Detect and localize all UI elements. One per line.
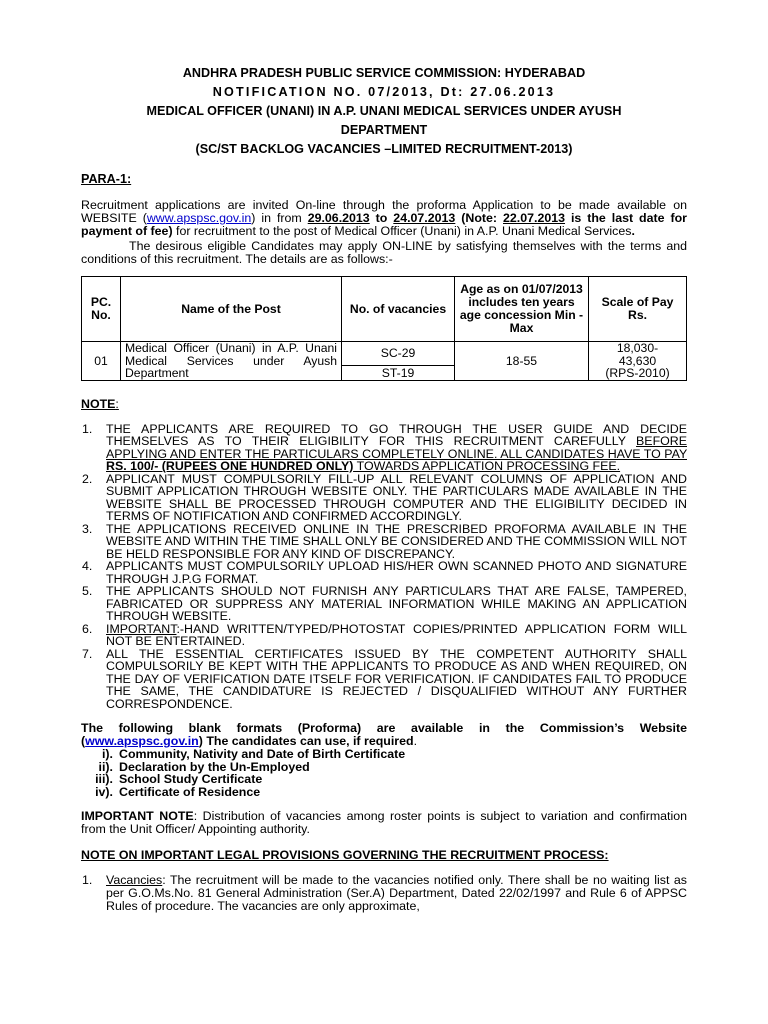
header-vacancies: No. of vacancies (342, 277, 455, 342)
para1-text: . (631, 224, 635, 238)
cell-pc-no: 01 (82, 342, 121, 381)
item-text: TOWARDS APPLICATION PROCESSING FEE. (353, 459, 621, 473)
format-name: Certificate of Residence (119, 784, 261, 799)
item-number: 3. (82, 521, 93, 536)
format-name: Community, Nativity and Date of Birth Certificate (119, 747, 406, 761)
item-number: 7. (82, 646, 93, 661)
item-text: APPLICANTS MUST COMPULSORILY UPLOAD HIS/HER OWN SCANNED PHOTO AND SIGNATURE THROUGH J.P.G FORMAT. (106, 559, 687, 586)
pay-line: 18,030- (616, 341, 659, 355)
item-text: THE APPLICANTS ARE REQUIRED TO GO THROUGH THE USER GUIDE AND DECIDE THEMSELVES AS TO THEIR ELIGIBILITY FOR THIS RECRUITMENT CAREFULLY (106, 421, 687, 448)
website-link[interactable]: www.apspsc.gov.in (85, 734, 199, 748)
important-note-label: IMPORTANT NOTE (81, 809, 194, 823)
roman-number: iv). (95, 784, 113, 799)
vacancies-label: Vacancies (106, 873, 163, 887)
item-number: 2. (82, 471, 93, 486)
formats-text: ) The candidates can use, if required (198, 734, 414, 748)
legal-vacancies-para (81, 874, 687, 913)
fee-last-date: 22.07.2013 (503, 211, 566, 225)
fee-amount: RS. 100/- (RUPEES ONE HUNDRED ONLY) (106, 459, 354, 473)
commission-title: ANDHRA PRADESH PUBLIC SERVICE COMMISSION: HYDERABAD (182, 66, 586, 80)
cell-age: 18-55 (455, 342, 589, 381)
para1-text: (Note: (455, 211, 503, 225)
end-date: 24.07.2013 (393, 211, 456, 225)
cell-pay-scale (589, 342, 687, 381)
item-text: ALL THE ESSENTIAL CERTIFICATES ISSUED BY THE COMPETENT AUTHORITY SHALL COMPULSORILY BE KEPT WITH THE APPLICANTS TO PRODUCE AS AND WHEN REQUIRED, ON THE DAY OF VERIFICATION DATE ITSELF FOR VERIFICATION. IF CANDIDATES FAIL TO PRODUCE THE SAME, THE CANDIDATURE IS REJECTED / DISQUALIFIED WITHOUT ANY FURTHER CORRESPONDENCE. (106, 646, 687, 711)
header-pc-no: PC. No. (82, 277, 121, 342)
important-note-text: : Distribution of vacancies among roster points is subject to variation and confirmation from the Unit Officer/ Appointing authority. (81, 809, 688, 836)
note-heading-text: NOTE (81, 396, 116, 411)
para1-intro (81, 199, 687, 238)
website-link[interactable]: www.apspsc.gov.in (146, 211, 252, 225)
item-number: 6. (82, 621, 93, 636)
table-row (82, 342, 687, 366)
list-item (81, 585, 687, 623)
list-item (81, 473, 687, 523)
roman-number: ii). (98, 759, 113, 774)
item-number: 1. (82, 421, 93, 436)
format-name: Declaration by the Un-Employed (119, 759, 310, 774)
document-body (81, 64, 687, 913)
header-age: Age as on 01/07/2013 includes ten years age concession Min - Max (455, 277, 589, 342)
list-item (81, 523, 687, 561)
para1-text: is the last date for payment of fee) (81, 211, 687, 238)
item-number: 5. (82, 584, 93, 598)
note-heading (81, 397, 687, 411)
para1-text: for recruitment to the post of Medical Officer (Unani) in A.P. Unani Medical Services (172, 224, 632, 238)
recruitment-subtitle: (SC/ST BACKLOG VACANCIES –LIMITED RECRUITMENT-2013) (195, 142, 573, 156)
note-colon: : (115, 396, 119, 411)
vacancy-table (81, 276, 687, 381)
item-number: 1. (82, 873, 93, 887)
item-text: :-HAND WRITTEN/TYPED/PHOTOSTAT COPIES/PRINTED APPLICATION FORM WILL NOT BE ENTERTAINED. (106, 621, 687, 648)
item-number: 4. (82, 559, 93, 573)
roman-number: iii). (95, 772, 113, 786)
formats-text: . (413, 734, 418, 748)
vacancies-text: : The recruitment will be made to the vacancies notified only. There shall be no waiting list as per G.O.Ms.No. 81 General Administration (Ser.A) Department, Dated 22/02/1997 and Rule 6 of APPSC Rules of procedure. The vacancies are only approximate, (106, 873, 687, 913)
list-item (81, 423, 687, 473)
para1-text: Recruitment applications are invited On-line through the proforma Application to be made available on WEBSITE ( (81, 198, 687, 225)
start-date: 29.06.2013 (307, 211, 370, 225)
list-item (81, 786, 687, 799)
item-text: BEFORE APPLYING AND ENTER THE PARTICULARS COMPLETELY ONLINE. ALL CANDIDATES HAVE TO PAY (106, 434, 687, 461)
para1-text: ) in from (251, 211, 308, 225)
cell-post-name: Medical Officer (Unani) in A.P. Unani Medical Services under Ayush Department (121, 342, 342, 381)
formats-list (81, 748, 687, 798)
para1-text: to (369, 211, 394, 225)
format-name: School Study Certificate (119, 772, 263, 786)
list-item (81, 623, 687, 648)
cell-vacancies-sc: SC-29 (342, 342, 455, 366)
item-text: THE APPLICATIONS RECEIVED ONLINE IN THE PRESCRIBED PROFORMA AVAILABLE IN THE WEBSITE AND WITHIN THE TIME SHALL ONLY BE CONSIDERED AND THE COMMISSION WILL NOT BE HELD RESPONSIBLE FOR ANY KIND OF DISCREPANCY. (106, 521, 687, 561)
item-text: APPLICANT MUST COMPULSORILY FILL-UP ALL RELEVANT COLUMNS OF APPLICATION AND SUBMIT APPLICATION THROUGH WEBSITE ONLY. THE PARTICULARS MADE AVAILABLE IN THE WEBSITE SHALL BE PROCESSED THROUGH COMPUTER AND THE ELIGIBILITY DECIDED IN TERMS OF NOTIFICATION AND CONFIRMED ACCORDINGLY. (106, 471, 687, 523)
para1-heading: PARA-1: (81, 172, 132, 186)
item-text: THE APPLICANTS SHOULD NOT FURNISH ANY PARTICULARS THAT ARE FALSE, TAMPERED, FABRICATED OR SUPPRESS ANY MATERIAL INFORMATION WHILE MAKING AN APPLICATION THROUGH WEBSITE. (106, 584, 687, 623)
cell-vacancies-st: ST-19 (342, 366, 455, 380)
roman-number: i). (101, 747, 113, 761)
header-post-name: Name of the Post (121, 277, 342, 342)
post-title-department: DEPARTMENT (340, 123, 428, 137)
table-header-row (82, 277, 687, 342)
pay-line: (RPS-2010) (605, 366, 670, 380)
list-item (81, 648, 687, 711)
formats-intro (81, 722, 687, 748)
formats-text: The following blank formats (Proforma) are available in the Commission’s Website ( (81, 721, 687, 748)
important-note (81, 810, 687, 836)
note-list (81, 423, 687, 711)
list-item (81, 560, 687, 585)
legal-provisions-heading: NOTE ON IMPORTANT LEGAL PROVISIONS GOVERNING THE RECRUITMENT PROCESS: (81, 848, 609, 862)
post-title: MEDICAL OFFICER (UNANI) IN A.P. UNANI MEDICAL SERVICES UNDER AYUSH (146, 104, 622, 118)
header-pay-scale: Scale of Pay Rs. (589, 277, 687, 342)
pay-line: 43,630 (618, 353, 657, 368)
para1-eligibility: The desirous eligible Candidates may apply ON-LINE by satisfying themselves with the terms and conditions of this recruitment. The details are as follows:- (81, 239, 687, 266)
important-label: IMPORTANT (106, 621, 177, 636)
notification-number: NOTIFICATION NO. 07/2013, Dt: 27.06.2013 (212, 85, 556, 99)
